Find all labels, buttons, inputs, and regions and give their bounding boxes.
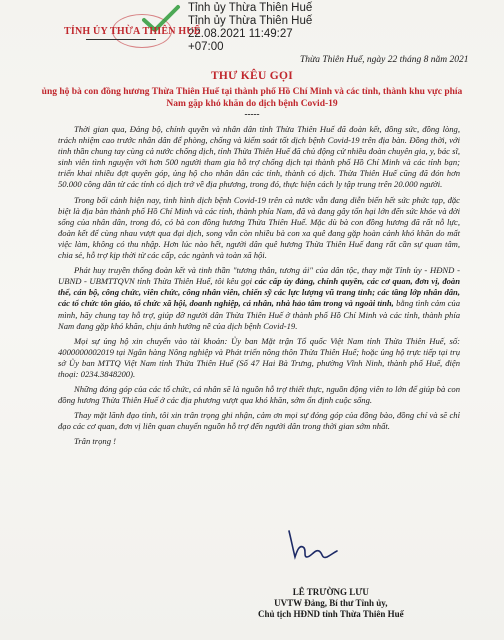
appeal-bold-text: các cấp ủy đảng, chính quyền, các cơ quan, đơn vị, đoàn thể, cán bộ, công chức, viên chức, công nhân viên, chiến sỹ các lực lượng vũ trang tỉnh; các tầng lớp nhân dân, các tổ chức tôn giáo, tổ chức xã hội, doanh nghiệp, cá nhân, nhà hảo tâm trong và ngoài tỉnh, [58, 276, 460, 309]
signer-block [258, 587, 404, 620]
signer-position: Chủ tịch HĐND tỉnh Thừa Thiên Huế [258, 609, 404, 619]
closing: Trân trọng ! [74, 436, 117, 447]
organization-name: TỈNH ỦY THỪA THIÊN HUẾ [64, 26, 201, 37]
signature-line: Tỉnh ủy Thừa Thiên Huế [188, 2, 313, 14]
letter-date: Thừa Thiên Huế, ngày 22 tháng 8 năm 2021 [300, 55, 469, 65]
appeal-intro: Phát huy truyền thống đoàn kết và tinh thần "tương thân, tương ái" của dân tộc, thay mặt Tỉnh ủy - HĐND - UBND - UBMTTQVN tỉnh Thừa Thiên Huế, tôi kêu gọi [58, 265, 460, 287]
letter-subtitle: ủng hộ bà con đồng hương Thừa Thiên Huế tại thành phố Hồ Chí Minh và các tỉnh, thành khu vực phía Nam gặp khó khăn do dịch bệnh Covid-19 [41, 87, 463, 109]
digital-signature-info [188, 2, 312, 54]
appeal-paragraph [58, 265, 460, 332]
appeal-rest: bằng tình cảm của mình, hãy chung tay hỗ trợ, giúp đỡ người dân Thừa Thiên Huế ở thành phố Hồ Chí Minh và các tỉnh, thành phía Nam đang gặp khó khăn, chịu ảnh hưởng nề của dịch bệnh Covid-19. [58, 298, 460, 331]
paragraph: Thay mặt lãnh đạo tỉnh, tôi xin trân trọng ghi nhận, cảm ơn mọi sự đóng góp của đồng bào, đồng chí và sẽ chỉ đạo các cơ quan, đơn vị liên quan chuyển nguồn hỗ trợ đến người dân trong thời gian sớm nhất. [58, 410, 460, 432]
organization-underline [86, 39, 156, 40]
paragraph: Trong bối cảnh hiện nay, tình hình dịch bệnh Covid-19 trên cả nước vẫn đang diễn biến hết sức phức tạp, đặc biệt là địa bàn thành phố Hồ Chí Minh và các tỉnh, thành phía Nam, đã và đang gây tổn hại lớn đến sức khỏe và đời sống của nhân dân, trong đó, có bà con đồng hương Thừa Thiên Huế. Mặc dù bà con đồng hương đã rất nỗ lực, đoàn kết để cùng nhau vượt qua đại dịch, song vẫn còn nhiều bà con xa quê đang gặp hoàn cảnh khó khăn do mất việc làm, không có thu nhập. Hơn lúc nào hết, người dân quê hương Thừa Thiên Huế đang rất cần sự quan tâm, chia sẻ, hỗ trợ kịp thời từ các cấp, các ngành và toàn xã hội. [58, 194, 460, 261]
signature-timezone: +07:00 [188, 41, 224, 53]
paragraph: Thời gian qua, Đảng bộ, chính quyền và nhân dân tỉnh Thừa Thiên Huế đã đoàn kết, đồng sức, đồng lòng, trách nhiệm cao trước nhân dân để phòng, chống và kiểm soát tốt dịch bệnh Covid-19 trên địa bàn. Đồng thời, với tinh thần chung tay cùng cả nước chống dịch, tỉnh Thừa Thiên Huế đã chủ động cử nhiều đoàn chuyên gia, y, bác sĩ, sinh viên tình nguyện với hơn 500 người tham gia hỗ trợ chống dịch tại thành phố Hồ Chí Minh và các tỉnh bạn; triển khai nhiều đợt quyên góp, ủng hộ cho nhân dân các tỉnh, thành có dịch. Thừa Thiên Huế cũng đã đón hơn 50.000 công dân từ các tỉnh có dịch trở về địa phương, trong đó, thực hiện cách ly tập trung trên 20.000 người. [58, 124, 460, 190]
signature-timestamp: 22.08.2021 11:49:27 [188, 28, 293, 40]
signer-position: UVTW Đảng, Bí thư Tỉnh ủy, [274, 598, 388, 608]
signer-name: LÊ TRƯỜNG LƯU [292, 587, 369, 597]
title-separator: ----- [244, 109, 260, 119]
letter-body [58, 124, 460, 452]
paragraph: Những đóng góp của các tổ chức, cá nhân sẽ là nguồn hỗ trợ thiết thực, nguồn động viên to lớn để giúp bà con đồng hương Thừa Thiên Huế ở các địa phương vượt qua khó khăn, sớm ổn định cuộc sống. [58, 384, 460, 406]
signature-line: Tỉnh ủy Thừa Thiên Huế [188, 15, 313, 27]
paragraph: Mọi sự ủng hộ xin chuyển vào tài khoản: Ủy ban Mặt trận Tổ quốc Việt Nam tỉnh Thừa Thiên Huế, số: 4000000002019 tại Ngân hàng Nông nghiệp và Phát triển nông thôn Thừa Thiên Huế; hoặc ủng hộ trực tiếp tại trụ sở Ủy ban MTTQ Việt Nam tỉnh Thừa Thiên Huế (Số 47 Hai Bà Trưng, phường Vĩnh Ninh, thành phố Huế, điện thoại: 0234.3848200). [58, 335, 460, 379]
letter-title: THƯ KÊU GỌI [210, 70, 294, 82]
handwritten-signature [281, 527, 341, 567]
